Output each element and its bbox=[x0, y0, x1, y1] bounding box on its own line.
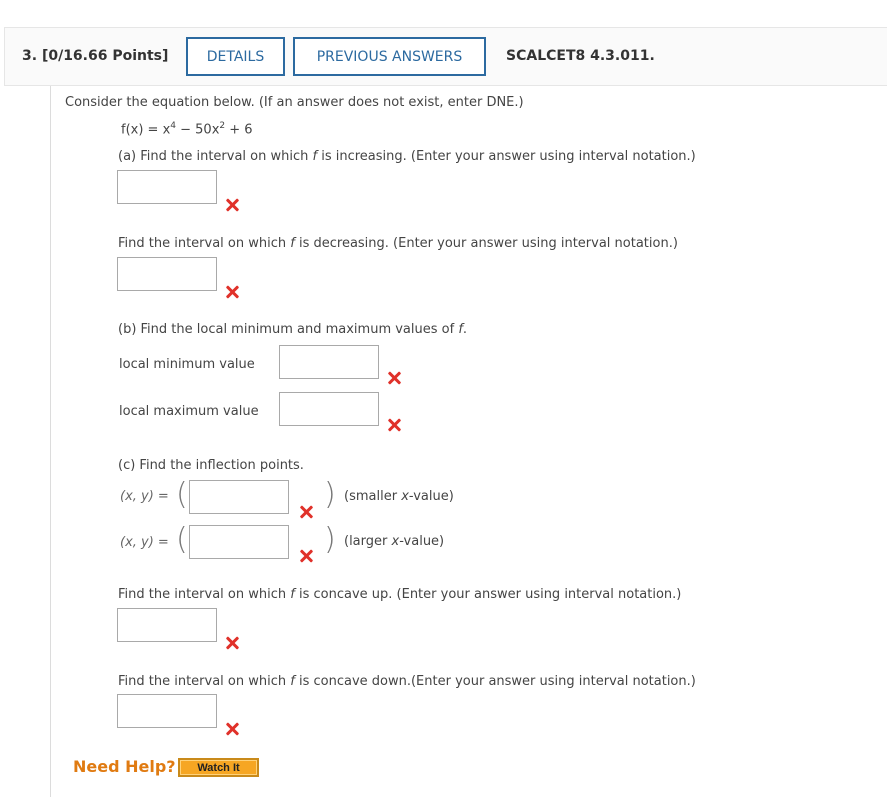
incorrect-icon bbox=[387, 371, 401, 385]
incorrect-icon bbox=[225, 722, 239, 736]
local-extrema-prompt: (b) Find the local minimum and maximum values of f. bbox=[118, 322, 468, 337]
problem-intro: Consider the equation below. (If an answer does not exist, enter DNE.) bbox=[65, 95, 524, 110]
details-button[interactable]: DETAILS bbox=[186, 37, 285, 76]
close-paren: ) bbox=[324, 477, 336, 512]
close-paren: ) bbox=[324, 522, 336, 557]
smaller-x-label: (smaller x-value) bbox=[344, 489, 454, 504]
local-minimum-label: local minimum value bbox=[119, 357, 255, 372]
concave-down-prompt: Find the interval on which f is concave down.(Enter your answer using interval notation.) bbox=[118, 674, 696, 689]
inflection-prompt: (c) Find the inflection points. bbox=[118, 458, 304, 473]
increasing-interval-input[interactable] bbox=[117, 170, 217, 204]
inflection-point-smaller-input[interactable] bbox=[189, 480, 289, 514]
open-paren: ( bbox=[176, 477, 188, 512]
open-paren: ( bbox=[176, 522, 188, 557]
points-label: [0/16.66 Points] bbox=[41, 48, 169, 64]
incorrect-icon bbox=[225, 636, 239, 650]
xy-label: (x, y) = bbox=[120, 535, 169, 550]
incorrect-icon bbox=[225, 198, 239, 212]
increasing-prompt: (a) Find the interval on which f is increasing. (Enter your answer using interval notation.) bbox=[118, 149, 696, 164]
decreasing-prompt: Find the interval on which f is decreasing. (Enter your answer using interval notation.) bbox=[118, 236, 678, 251]
question-number: 3. [0/16.66 Points] bbox=[22, 48, 169, 64]
incorrect-icon bbox=[387, 418, 401, 432]
xy-label: (x, y) = bbox=[120, 489, 169, 504]
course-code: SCALCET8 4.3.011. bbox=[506, 48, 655, 64]
incorrect-icon bbox=[299, 549, 313, 563]
equation: $f(x) = x^4 - 50x^2 + 6$ bbox=[121, 121, 253, 138]
local-maximum-label: local maximum value bbox=[119, 404, 259, 419]
previous-answers-button[interactable]: PREVIOUS ANSWERS bbox=[293, 37, 486, 76]
incorrect-icon bbox=[225, 285, 239, 299]
concave-down-input[interactable] bbox=[117, 694, 217, 728]
decreasing-interval-input[interactable] bbox=[117, 257, 217, 291]
need-help-label: Need Help? bbox=[73, 757, 176, 776]
concave-up-prompt: Find the interval on which f is concave up. (Enter your answer using interval notation.) bbox=[118, 587, 682, 602]
larger-x-label: (larger x-value) bbox=[344, 534, 445, 549]
concave-up-input[interactable] bbox=[117, 608, 217, 642]
incorrect-icon bbox=[299, 505, 313, 519]
local-maximum-input[interactable] bbox=[279, 392, 379, 426]
content-border bbox=[50, 86, 51, 797]
inflection-point-larger-input[interactable] bbox=[189, 525, 289, 559]
local-minimum-input[interactable] bbox=[279, 345, 379, 379]
watch-it-button[interactable]: Watch It bbox=[178, 758, 259, 777]
